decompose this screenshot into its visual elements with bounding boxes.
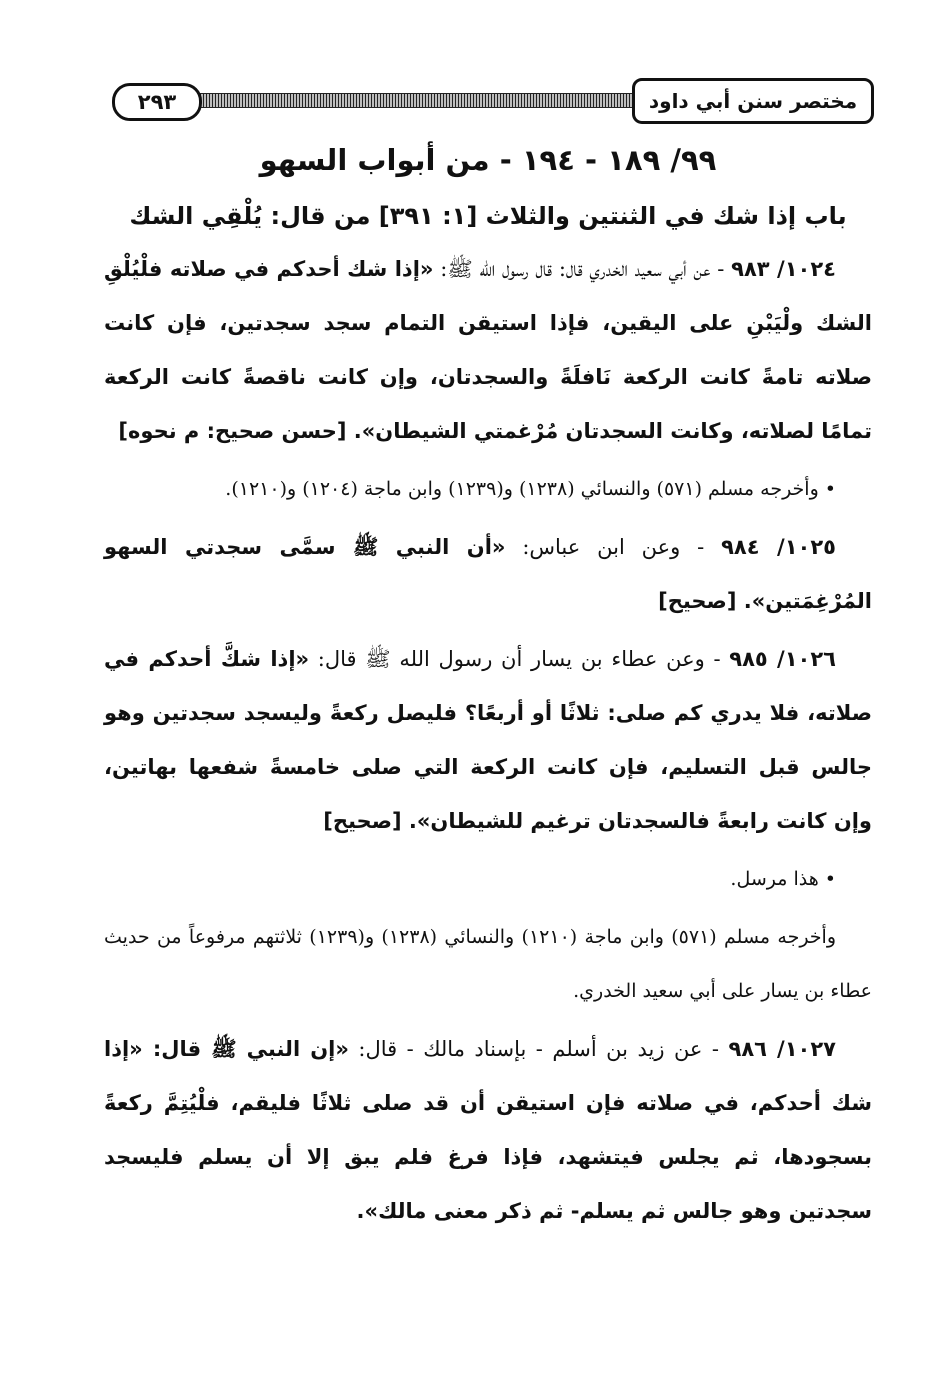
bab-heading: باب إذا شك في الثنتين والثلاث [١: ٣٩١] من قال: يُلْقِي الشك <box>129 202 847 230</box>
hadith-grade: [صحيح] <box>658 589 744 613</box>
hadith-intro: - عن أبي سعيد الخدري قال: قال رسول الله ﷺ: <box>433 257 732 281</box>
running-header <box>98 78 874 126</box>
hadith-intro: - عن زيد بن أسلم - بإسناد مالك - قال: <box>348 1037 729 1061</box>
hadith-number: ١٠٢٤/ ٩٨٣ <box>731 257 836 281</box>
hadith-text: «إذا شكَّ أحدكم في صلاته، فلا يدري كم صلى: ثلاثًا أو أربعًا؟ فليصل ركعةً وليسجد سجدتين وهو جالس قبل التسليم، فإن كانت الركعة التي صلى خامسةً شفعها بهاتين، وإن كانت رابعةً فالسجدتان ترغيم للشيطان». <box>104 647 872 833</box>
takhrij-note: وأخرجه مسلم (٥٧١) وابن ماجة (١٢١٠) والنسائي (١٢٣٨) و(١٢٣٩) ثلاثتهم مرفوعاً من حديث عطاء بن يسار على أبي سعيد الخدري. <box>104 926 872 1002</box>
hadith-intro: - وعن عطاء بن يسار أن رسول الله ﷺ قال: <box>309 647 730 671</box>
commentary-note: • هذا مرسل. <box>730 868 836 890</box>
hadith-text: «إذا شك أحدكم في صلاته فلْيُلْقِ الشك ولْيَبْنِ على اليقين، فإذا استيقن التمام سجد سجدتين، فإن كانت صلاته تامةً كانت الركعة نَافلَةً والسجدتان، وإن كانت ناقصةً كانت الركعة تمامًا لصلاته، وكانت السجدتان مُرْغمتي الشيطان». <box>104 257 872 443</box>
hadith-number: ١٠٢٦/ ٩٨٥ <box>729 647 836 671</box>
hadith-grade: [صحيح] <box>323 809 409 833</box>
takhrij-note: • وأخرجه مسلم (٥٧١) والنسائي (١٢٣٨) و(١٢٣٩) وابن ماجة (١٢٠٤) و(١٢١٠). <box>225 478 836 500</box>
hadith-paragraph <box>104 632 872 848</box>
hadith-grade: [حسن صحيح: م نحوه] <box>118 419 354 443</box>
hadith-text: «أن النبي ﷺ سمَّى سجدتي السهو المُرْغِمَتين». <box>104 535 872 613</box>
book-title: مختصر سنن أبي داود <box>632 78 874 124</box>
hadith-paragraph <box>104 242 872 458</box>
hadith-number: ١٠٢٧/ ٩٨٦ <box>728 1037 837 1061</box>
page-number: ٢٩٣ <box>112 83 202 121</box>
header-rule <box>128 93 634 108</box>
chapter-heading: ٩٩/ ١٨٩ - ١٩٤ - من أبواب السهو <box>259 143 717 177</box>
hadith-number: ١٠٢٥/ ٩٨٤ <box>721 535 836 559</box>
hadith-intro: - وعن ابن عباس: <box>505 535 722 559</box>
hadith-text: «إن النبي ﷺ قال: «إذا شك أحدكم، في صلاته فإن استيقن أن قد صلى ثلاثًا فليقم، فلْيُتِمَّ ركعةً بسجودها، ثم يجلس فيتشهد، فإذا فرغ فلم يبق إلا أن يسلم فليسجد سجدتين وهو جالس ثم يسلم- ثم ذكر معنى مالك». <box>104 1037 872 1223</box>
hadith-paragraph <box>104 1022 872 1238</box>
page-body <box>104 138 872 1242</box>
hadith-paragraph <box>104 520 872 628</box>
